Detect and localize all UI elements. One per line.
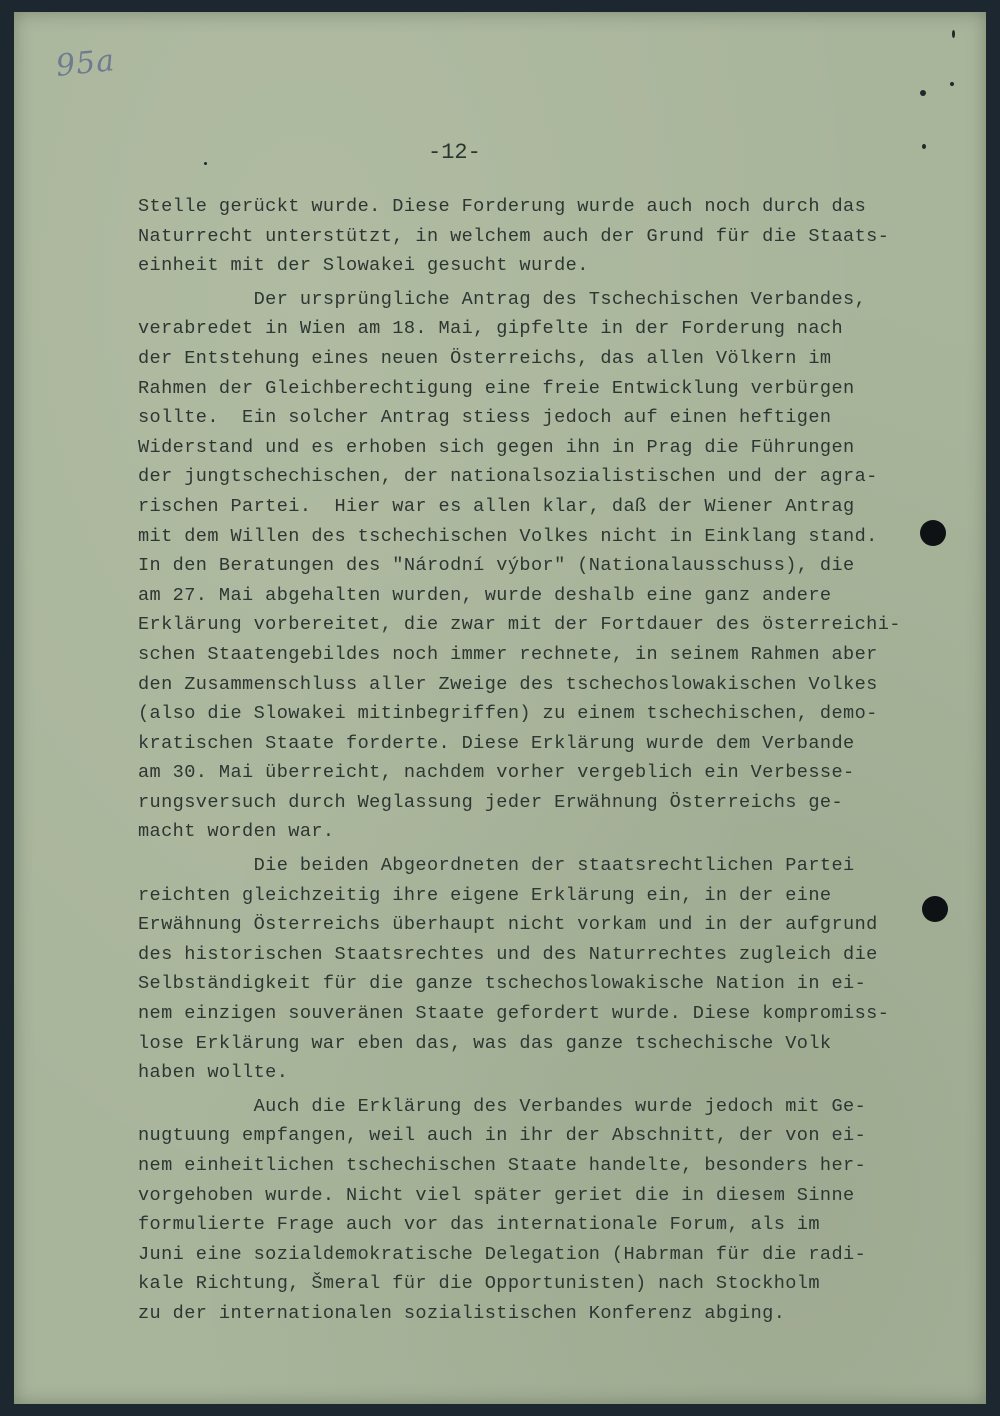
body-text xyxy=(138,192,938,1329)
ink-speck xyxy=(922,144,926,149)
paragraph xyxy=(138,1092,938,1329)
ink-speck xyxy=(204,162,207,165)
punch-hole-upper xyxy=(920,520,946,546)
text-line: sollte. Ein solcher Antrag stiess jedoch auf einen heftigen xyxy=(138,407,832,429)
text-line: einheit mit der Slowakei gesucht wurde. xyxy=(138,255,589,277)
text-line: Selbständigkeit für die ganze tschechoslowakische Nation in ei- xyxy=(138,973,867,995)
ink-speck xyxy=(920,90,926,96)
text-line: Widerstand und es erhoben sich gegen ihn in Prag die Führungen xyxy=(138,436,855,458)
text-line: der jungtschechischen, der nationalsozialistischen und der agra- xyxy=(138,466,878,488)
text-line: rungsversuch durch Weglassung jeder Erwähnung Österreichs ge- xyxy=(138,791,844,813)
text-line: des historischen Staatsrechtes und des Naturrechtes zugleich die xyxy=(138,943,878,965)
text-line: Erwähnung Österreichs überhaupt nicht vorkam und in der aufgrund xyxy=(138,914,878,936)
text-line: nem einheitlichen tschechischen Staate handelte, besonders her- xyxy=(138,1155,867,1176)
text-line: Stelle gerückt wurde. Diese Forderung wurde auch noch durch das xyxy=(138,196,867,217)
text-line: nugtuung empfangen, weil auch in ihr der Abschnitt, der von ei- xyxy=(138,1125,867,1147)
text-line: Der ursprüngliche Antrag des Tschechischen Verbandes, xyxy=(138,288,867,310)
text-line: (also die Slowakei mitinbegriffen) zu einem tschechischen, demo- xyxy=(138,703,878,725)
text-line: lose Erklärung war eben das, was das ganze tschechische Volk xyxy=(138,1032,832,1054)
text-line: den Zusammenschluss aller Zweige des tschechoslowakischen Volkes xyxy=(138,673,878,695)
text-line: am 30. Mai überreicht, nachdem vorher vergeblich ein Verbesse- xyxy=(138,762,855,784)
text-line: Die beiden Abgeordneten der staatsrechtlichen Partei xyxy=(138,855,855,877)
page-number: -12- xyxy=(428,140,481,165)
text-line: schen Staatengebildes noch immer rechnete, in seinem Rahmen aber xyxy=(138,643,878,665)
text-line: kale Richtung, Šmeral für die Opportunisten) nach Stockholm xyxy=(138,1273,820,1295)
paragraph xyxy=(138,851,938,1088)
ink-speck xyxy=(952,30,955,38)
document-page xyxy=(14,12,986,1404)
text-line: mit dem Willen des tschechischen Volkes nicht in Einklang stand. xyxy=(138,525,878,547)
text-line: Naturrecht unterstützt, in welchem auch der Grund für die Staats- xyxy=(138,225,890,247)
ink-speck xyxy=(950,82,954,86)
text-line: Juni eine sozialdemokratische Delegation (Habrman für die radi- xyxy=(138,1243,867,1265)
folio-mark: 95a xyxy=(54,43,117,84)
paragraph xyxy=(138,285,938,847)
text-line: vorgehoben wurde. Nicht viel später geriet die in diesem Sinne xyxy=(138,1184,855,1206)
text-line: formulierte Frage auch vor das internationale Forum, als im xyxy=(138,1214,820,1236)
punch-hole-lower xyxy=(922,896,948,922)
text-line: In den Beratungen des "Národní výbor" (Nationalausschuss), die xyxy=(138,555,855,577)
text-line: verabredet in Wien am 18. Mai, gipfelte in der Forderung nach xyxy=(138,318,844,340)
paragraph xyxy=(138,192,938,281)
text-line: Auch die Erklärung des Verbandes wurde jedoch mit Ge- xyxy=(138,1095,867,1117)
text-line: der Entstehung eines neuen Österreichs, das allen Völkern im xyxy=(138,347,832,369)
text-line: rischen Partei. Hier war es allen klar, daß der Wiener Antrag xyxy=(138,495,855,517)
text-line: haben wollte. xyxy=(138,1062,289,1084)
text-line: reichten gleichzeitig ihre eigene Erklärung ein, in der eine xyxy=(138,884,832,906)
text-line: Rahmen der Gleichberechtigung eine freie Entwicklung verbürgen xyxy=(138,377,855,399)
text-line: Erklärung vorbereitet, die zwar mit der Fortdauer des österreichi- xyxy=(138,614,901,636)
text-line: kratischen Staate forderte. Diese Erklärung wurde dem Verbande xyxy=(138,732,855,754)
text-line: am 27. Mai abgehalten wurden, wurde deshalb eine ganz andere xyxy=(138,584,832,606)
text-line: macht worden war. xyxy=(138,821,335,843)
text-line: zu der internationalen sozialistischen Konferenz abging. xyxy=(138,1302,786,1324)
text-line: nem einzigen souveränen Staate gefordert wurde. Diese kompromiss- xyxy=(138,1003,890,1025)
